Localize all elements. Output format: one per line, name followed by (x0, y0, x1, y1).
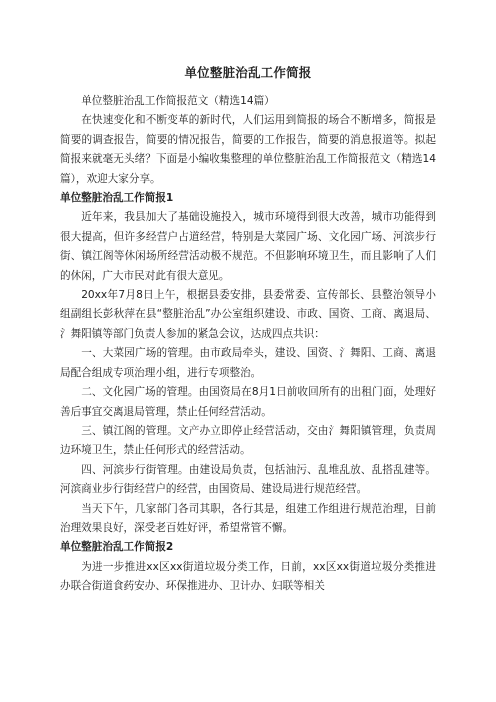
section-heading: 单位整脏治乱工作简报2 (60, 541, 174, 554)
paragraph: 当天下午，几家部门各司其职，各行其是，组建工作组进行规范治理，目前治理效果良好，深受老百姓好评，希望常管不懈。 (60, 502, 436, 534)
paragraph: 近年来，我县加大了基础设施投入，城市环境得到很大改善，城市功能得到很大提高，但许多经营户占道经营，特别是大菜园广场、文化园广场、河滨步行街、镇江阁等休闲场所经营活动极不规范。不但影响环境卫生，而且影响了人们的休闲，广大市民对此有很大意见。 (60, 211, 436, 282)
paragraph: 在快速变化和不断变革的新时代，人们运用到简报的场合不断增多，简报是简要的调查报告，简要的情况报告，简要的工作报告，简要的消息报道等。拟起简报来就毫无头绪？下面是小编收集整理的单位整脏治乱工作简报范文（精选14篇），欢迎大家分享。 (60, 114, 436, 185)
section-heading: 单位整脏治乱工作简报1 (60, 192, 174, 205)
paragraph: 单位整脏治乱工作简报范文（精选14篇） (81, 95, 275, 107)
paragraph: 四、河滨步行街管理。由建设局负责，包括油污、乱堆乱放、乱搭乱建等。河滨商业步行街经营户的经营，由国资局、建设局进行规范经营。 (60, 463, 436, 496)
paragraph: 二、文化园广场的管理。由国资局在8月1日前收回所有的出租门面，处理好善后事宜交离退局管理，禁止任何经营活动。 (60, 386, 436, 418)
document-body (60, 92, 436, 597)
document-title: 单位整脏治乱工作简报 (184, 65, 312, 80)
paragraph: 20xx年7月8日上午，根据县委安排，县委常委、宣传部长、县整治领导小组副组长彭秋萍在县“整脏治乱”办公室组织建设、市政、国资、工商、离退局、氵舞阳镇等部门负责人参加的紧急会议，达成四点共识： (60, 289, 436, 340)
paragraph: 三、镇江阁的管理。文产办立即停止经营活动，交由氵舞阳镇管理，负责周边环境卫生，禁止任何形式的经营活动。 (60, 424, 436, 457)
paragraph: 为进一步推进xx区xx街道垃圾分类工作，日前，xx区xx街道垃圾分类推进办联合街道食药安办、环保推进办、卫计办、妇联等相关 (60, 560, 436, 593)
paragraph: 一、大菜园广场的管理。由市政局牵头，建设、国资、氵舞阳、工商、离退局配合组成专项治理小组，进行专项整治。 (60, 347, 436, 379)
